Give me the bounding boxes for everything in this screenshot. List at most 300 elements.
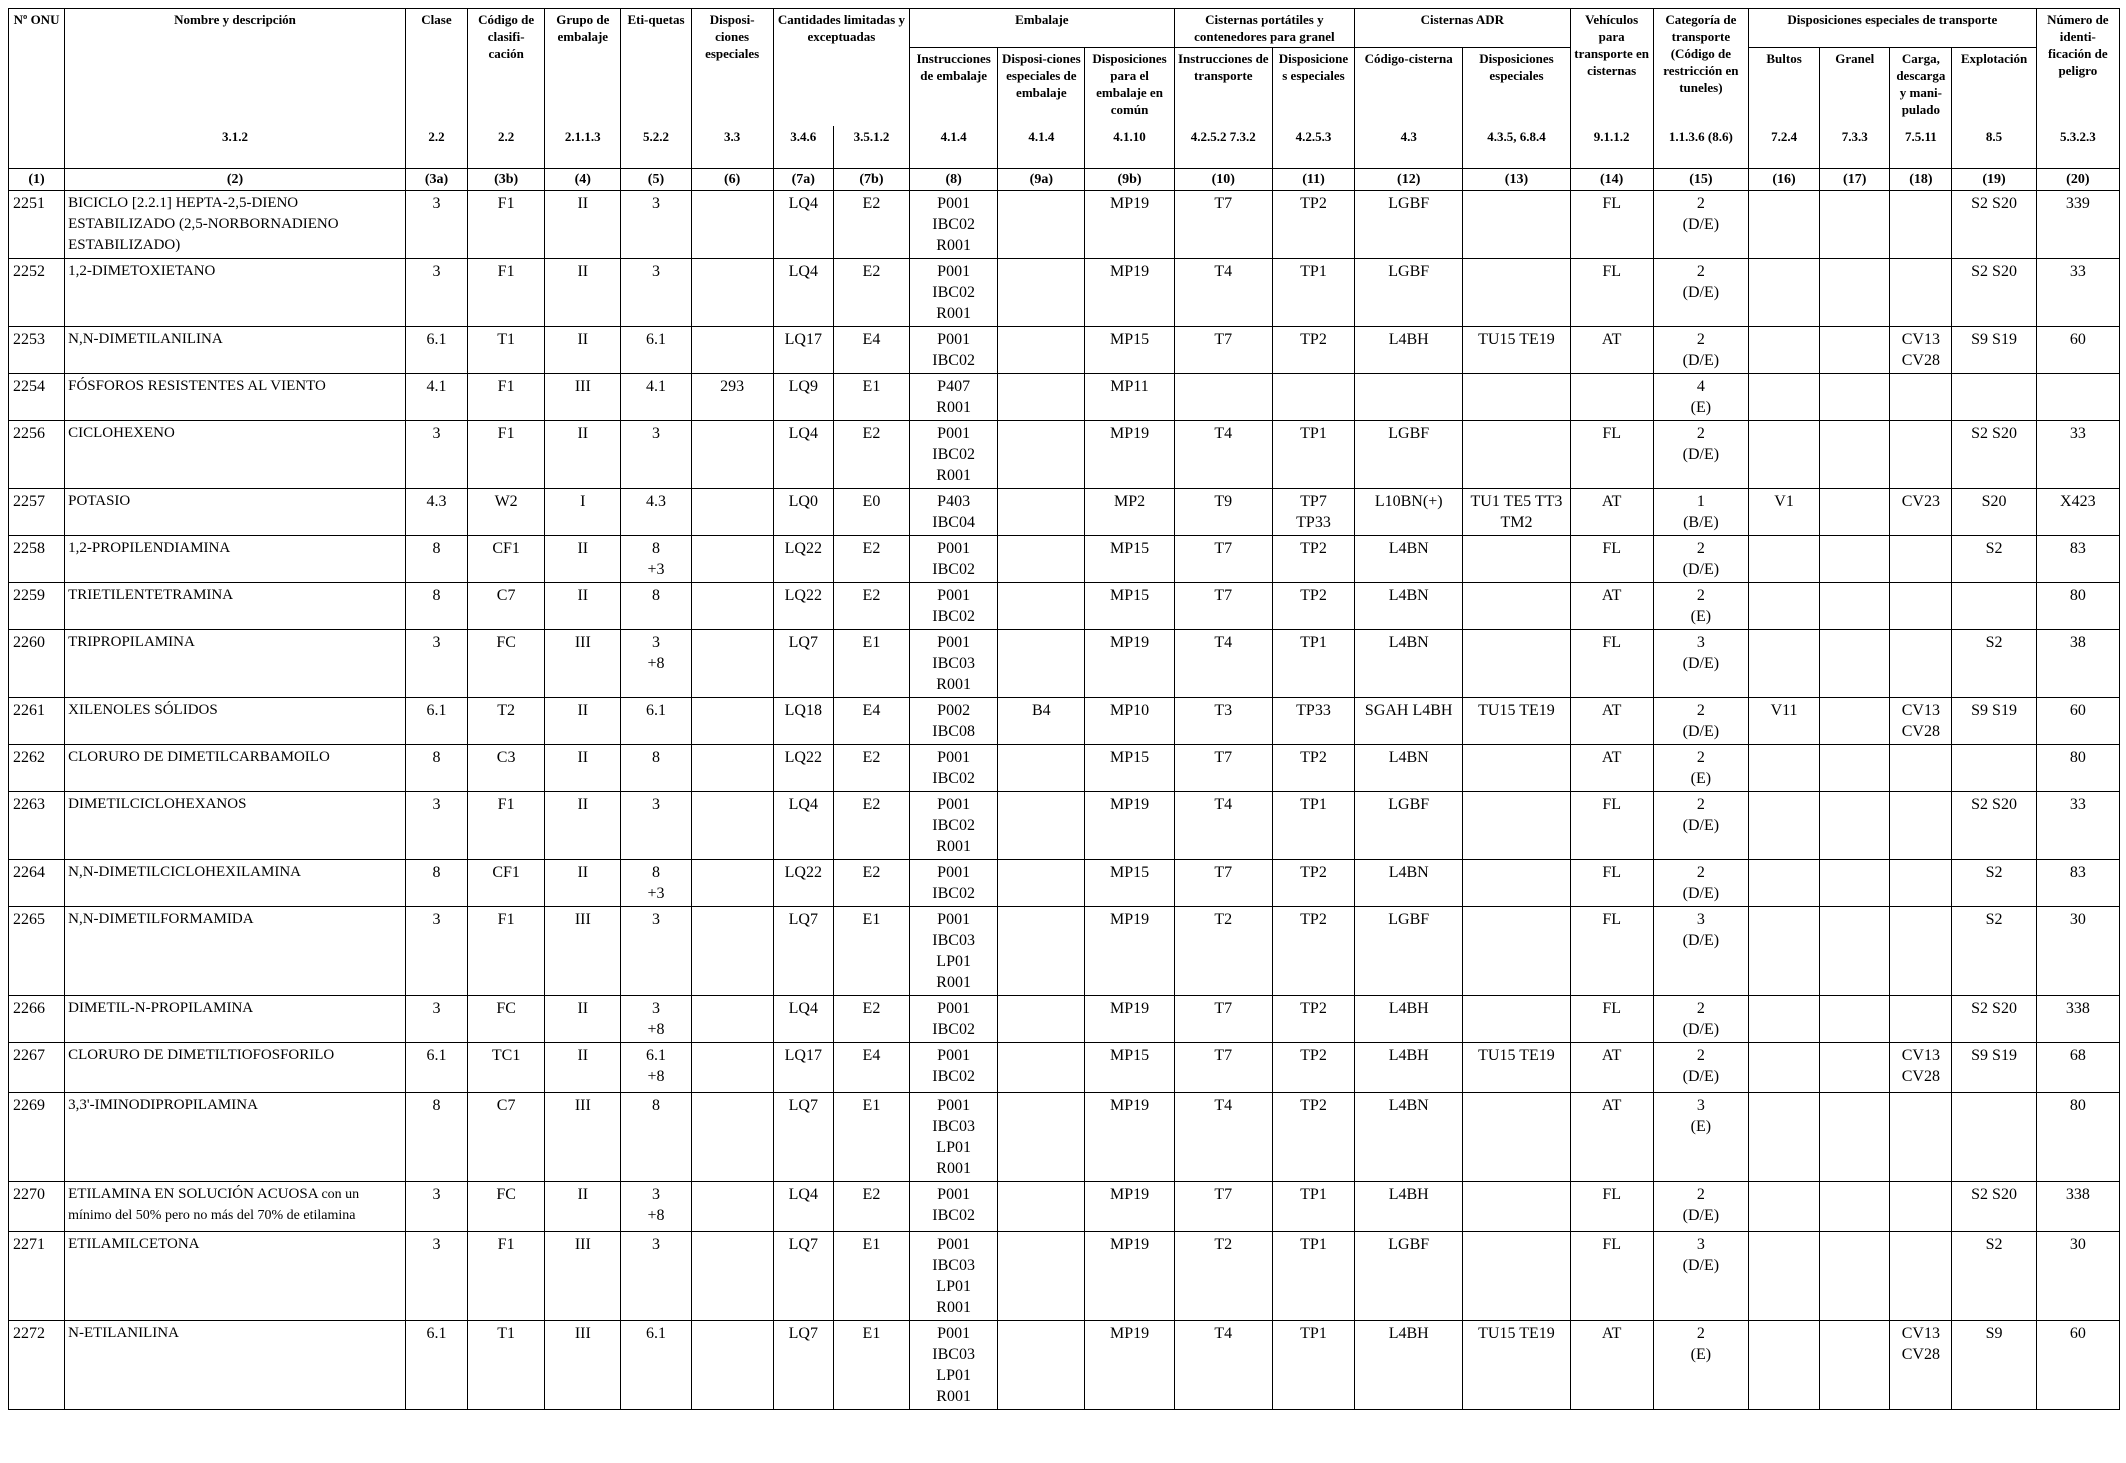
column-number: (9a): [998, 169, 1085, 191]
packages-cell: [1748, 1321, 1819, 1410]
transport-category-cell-line: (E): [1690, 1118, 1712, 1135]
tank-special-cell-line: TP1: [1300, 1325, 1327, 1342]
loading-cell: [1890, 1093, 1952, 1182]
packing-instructions-cell-line: LP01: [936, 1139, 971, 1156]
column-number: (20): [2036, 169, 2119, 191]
tank-special-cell-line: TP2: [1300, 1000, 1327, 1017]
packing-special-cell: [998, 907, 1085, 996]
substance-name: [65, 583, 406, 630]
class-cell: 3: [405, 630, 467, 698]
classification-code-cell: C7: [468, 583, 545, 630]
packing-instructions-cell-line: P001: [937, 796, 971, 813]
tank-instruction-cell: T7: [1174, 1043, 1272, 1093]
table-row: [9, 489, 2120, 536]
un-number: 2270: [9, 1182, 65, 1232]
substance-name-text: ETILAMILCETONA: [68, 1236, 200, 1252]
special-provisions-cell: [691, 907, 773, 996]
column-number: (4): [545, 169, 621, 191]
ref-veh: 9.1.1.2: [1570, 126, 1653, 169]
packing-group-cell: II: [545, 1182, 621, 1232]
limited-quantity-cell: LQ4: [773, 1182, 833, 1232]
transport-category-cell-line: 2: [1696, 425, 1705, 442]
adr-tank-special-cell: [1463, 792, 1570, 860]
transport-category-cell-line: 2: [1696, 749, 1705, 766]
loading-cell: [1890, 259, 1952, 327]
transport-category-cell-line: (D/E): [1682, 655, 1720, 672]
vehicle-cell: AT: [1570, 489, 1653, 536]
header-special-provisions: Disposi-ciones especiales: [691, 9, 773, 127]
packing-instructions-cell-line: R001: [936, 1160, 971, 1177]
ref-sp: 3.3: [691, 126, 773, 169]
transport-category-cell-line: (D/E): [1682, 817, 1720, 834]
packing-group-cell: II: [545, 860, 621, 907]
ref-eq: 3.5.1.2: [833, 126, 909, 169]
substance-name-text: N,N-DIMETILFORMAMIDA: [68, 911, 254, 927]
table-row: [9, 745, 2120, 792]
hazard-id-cell: 68: [2036, 1043, 2119, 1093]
header-adr-tanks-group: Cisternas ADR: [1355, 9, 1571, 48]
adr-tank-special-cell: [1463, 191, 1570, 259]
packing-instructions-cell-line: R001: [936, 399, 971, 416]
tank-code-cell: LGBF: [1355, 259, 1463, 327]
classification-code-cell: F1: [468, 792, 545, 860]
mixed-packing-cell: MP11: [1085, 374, 1174, 421]
packing-special-cell: [998, 1321, 1085, 1410]
packing-instructions-cell-line: IBC02: [932, 446, 975, 463]
hazard-id-cell: 60: [2036, 698, 2119, 745]
substance-name: [65, 860, 406, 907]
vehicle-cell: AT: [1570, 1043, 1653, 1093]
table-row: [9, 792, 2120, 860]
tank-instruction-cell: T7: [1174, 745, 1272, 792]
un-number: 2260: [9, 630, 65, 698]
special-provisions-cell: [691, 327, 773, 374]
tank-code-cell: LGBF: [1355, 907, 1463, 996]
labels-cell: [621, 374, 691, 421]
special-provisions-cell: [691, 860, 773, 907]
class-cell: 6.1: [405, 327, 467, 374]
tank-instruction-cell: T2: [1174, 1232, 1272, 1321]
tank-code-cell: L10BN(+): [1355, 489, 1463, 536]
transport-category-cell-line: 2: [1696, 796, 1705, 813]
vehicle-cell: FL: [1570, 792, 1653, 860]
operation-cell: S20: [1952, 489, 2036, 536]
packing-special-cell: [998, 1093, 1085, 1182]
substance-name: [65, 907, 406, 996]
tank-special-cell: [1272, 1232, 1354, 1321]
labels-cell-line: 8: [651, 749, 660, 766]
special-provisions-cell: [691, 1182, 773, 1232]
packages-cell: [1748, 1232, 1819, 1321]
packing-instructions-cell-line: IBC02: [932, 352, 975, 369]
ref-class: 2.2: [405, 126, 467, 169]
bulk-cell: [1820, 860, 1890, 907]
bulk-cell: [1820, 191, 1890, 259]
special-provisions-cell: 293: [691, 374, 773, 421]
header-tank-special: Disposicione s especiales: [1272, 48, 1354, 127]
labels-cell: [621, 860, 691, 907]
column-number: (18): [1890, 169, 1952, 191]
packages-cell: V11: [1748, 698, 1819, 745]
packing-instructions-cell-line: P001: [937, 587, 971, 604]
substance-name-text: FÓSFOROS RESISTENTES AL VIENTO: [68, 378, 326, 394]
loading-cell: [1890, 1321, 1952, 1410]
table-row: [9, 860, 2120, 907]
packages-cell: [1748, 536, 1819, 583]
dangerous-goods-table: [8, 8, 2120, 1410]
hazard-id-cell: X423: [2036, 489, 2119, 536]
transport-category-cell-line: 4: [1696, 378, 1705, 395]
table-body: [9, 191, 2120, 1410]
packing-instructions-cell-line: P001: [937, 634, 971, 651]
limited-quantity-cell: LQ7: [773, 1232, 833, 1321]
ref-pg: 2.1.1.3: [545, 126, 621, 169]
hazard-id-cell: 38: [2036, 630, 2119, 698]
vehicle-cell: FL: [1570, 630, 1653, 698]
labels-cell-line: +8: [647, 1068, 665, 1085]
column-number: (15): [1653, 169, 1748, 191]
packing-instructions-cell-line: P001: [937, 425, 971, 442]
packing-group-cell: III: [545, 1093, 621, 1182]
transport-category-cell-line: (D/E): [1682, 352, 1720, 369]
header-mixed-packing: Disposiciones para el embalaje en común: [1085, 48, 1174, 127]
packing-special-cell: [998, 996, 1085, 1043]
packing-instructions-cell-line: P001: [937, 331, 971, 348]
excepted-quantity-cell: E2: [833, 1182, 909, 1232]
un-number: 2251: [9, 191, 65, 259]
operation-cell: S2 S20: [1952, 191, 2036, 259]
class-cell: 3: [405, 259, 467, 327]
transport-category-cell-line: (E): [1690, 399, 1712, 416]
substance-name-text: POTASIO: [68, 493, 131, 509]
limited-quantity-cell: LQ7: [773, 1321, 833, 1410]
adr-tank-special-cell: TU15 TE19: [1463, 327, 1570, 374]
transport-category-cell-line: (B/E): [1683, 514, 1719, 531]
tank-instruction-cell: T7: [1174, 327, 1272, 374]
hazard-id-cell: 33: [2036, 421, 2119, 489]
transport-category-cell: [1653, 191, 1748, 259]
bulk-cell: [1820, 259, 1890, 327]
ref-mp: 4.1.10: [1085, 126, 1174, 169]
adr-tank-special-cell: [1463, 1232, 1570, 1321]
packages-cell: [1748, 1093, 1819, 1182]
packing-special-cell: [998, 536, 1085, 583]
packing-instructions-cell-line: R001: [936, 676, 971, 693]
packing-special-cell: [998, 792, 1085, 860]
labels-cell-line: +8: [647, 655, 665, 672]
packages-cell: [1748, 583, 1819, 630]
labels-cell-line: 3: [651, 263, 660, 280]
class-cell: 3: [405, 191, 467, 259]
substance-name: [65, 259, 406, 327]
mixed-packing-cell: MP19: [1085, 259, 1174, 327]
substance-name: [65, 1043, 406, 1093]
packing-instructions-cell-line: IBC02: [932, 608, 975, 625]
ref-lq: 3.4.6: [773, 126, 833, 169]
mixed-packing-cell: MP15: [1085, 860, 1174, 907]
class-cell: 6.1: [405, 1321, 467, 1410]
packing-instructions-cell: [910, 698, 998, 745]
mixed-packing-cell: MP19: [1085, 630, 1174, 698]
column-number: (3a): [405, 169, 467, 191]
header-un-number: Nº ONU: [9, 9, 65, 127]
vehicle-cell: AT: [1570, 327, 1653, 374]
packing-instructions-cell-line: P001: [937, 911, 971, 928]
tank-instruction-cell: T7: [1174, 191, 1272, 259]
labels-cell-line: 3: [651, 634, 660, 651]
packing-special-cell: [998, 860, 1085, 907]
packing-instructions-cell-line: P002: [937, 702, 971, 719]
un-number: 2269: [9, 1093, 65, 1182]
column-number: (14): [1570, 169, 1653, 191]
mixed-packing-cell: MP10: [1085, 698, 1174, 745]
packing-instructions-cell-line: P001: [937, 1325, 971, 1342]
adr-tank-special-cell: [1463, 374, 1570, 421]
table-row: [9, 1182, 2120, 1232]
transport-category-cell-line: (D/E): [1682, 1207, 1720, 1224]
packing-group-cell: III: [545, 1321, 621, 1410]
classification-code-cell: F1: [468, 1232, 545, 1321]
substance-name: [65, 489, 406, 536]
transport-category-cell: [1653, 1093, 1748, 1182]
labels-cell-line: 8: [651, 1097, 660, 1114]
packing-instructions-cell: [910, 1182, 998, 1232]
packing-instructions-cell-line: P001: [937, 1000, 971, 1017]
substance-name-text: DIMETILCICLOHEXANOS: [68, 796, 247, 812]
class-cell: 3: [405, 996, 467, 1043]
loading-cell-line: CV28: [1901, 1068, 1940, 1085]
tank-special-cell: [1272, 792, 1354, 860]
tank-code-cell: L4BH: [1355, 996, 1463, 1043]
classification-code-cell: F1: [468, 259, 545, 327]
packing-group-cell: III: [545, 907, 621, 996]
transport-category-cell: [1653, 1043, 1748, 1093]
labels-cell-line: 4.3: [645, 493, 666, 510]
adr-tank-special-cell: [1463, 259, 1570, 327]
special-provisions-cell: [691, 745, 773, 792]
packing-group-cell: II: [545, 745, 621, 792]
labels-cell-line: 3: [651, 1000, 660, 1017]
packing-instructions-cell: [910, 374, 998, 421]
tank-instruction-cell: T4: [1174, 792, 1272, 860]
column-number: (6): [691, 169, 773, 191]
loading-cell: [1890, 907, 1952, 996]
packing-group-cell: II: [545, 583, 621, 630]
tank-instruction-cell: T4: [1174, 1093, 1272, 1182]
tank-instruction-cell: T4: [1174, 630, 1272, 698]
excepted-quantity-cell: E1: [833, 907, 909, 996]
tank-special-cell: [1272, 745, 1354, 792]
excepted-quantity-cell: E2: [833, 860, 909, 907]
transport-category-cell-line: 2: [1696, 331, 1705, 348]
table-row: [9, 191, 2120, 259]
table-row: [9, 536, 2120, 583]
tank-special-cell: [1272, 1321, 1354, 1410]
packing-special-cell: [998, 327, 1085, 374]
excepted-quantity-cell: E4: [833, 327, 909, 374]
packing-group-cell: II: [545, 421, 621, 489]
tank-special-cell: [1272, 1043, 1354, 1093]
limited-quantity-cell: LQ9: [773, 374, 833, 421]
packing-instructions-cell-line: R001: [936, 974, 971, 991]
transport-category-cell: [1653, 1182, 1748, 1232]
ref-un: [9, 126, 65, 169]
classification-code-cell: T1: [468, 1321, 545, 1410]
header-packing-instructions: Instrucciones de embalaje: [910, 48, 998, 127]
ref-explot: 8.5: [1952, 126, 2036, 169]
labels-cell-line: 3: [651, 425, 660, 442]
excepted-quantity-cell: E2: [833, 792, 909, 860]
hazard-id-cell: 33: [2036, 792, 2119, 860]
bulk-cell: [1820, 1043, 1890, 1093]
special-provisions-cell: [691, 1093, 773, 1182]
table-row: [9, 996, 2120, 1043]
adr-tank-special-cell: TU15 TE19: [1463, 1043, 1570, 1093]
packing-instructions-cell-line: R001: [936, 838, 971, 855]
classification-code-cell: FC: [468, 1182, 545, 1232]
un-number: 2253: [9, 327, 65, 374]
substance-name-text: CLORURO DE DIMETILTIOFOSFORILO: [68, 1047, 335, 1063]
column-number: (19): [1952, 169, 2036, 191]
table-row: [9, 630, 2120, 698]
hazard-id-cell: 338: [2036, 1182, 2119, 1232]
packing-special-cell: [998, 745, 1085, 792]
classification-code-cell: F1: [468, 374, 545, 421]
labels-cell-line: +8: [647, 1207, 665, 1224]
packing-instructions-cell: [910, 583, 998, 630]
header-special-transport-group: Disposiciones especiales de transporte: [1748, 9, 2036, 48]
column-number: (8): [910, 169, 998, 191]
excepted-quantity-cell: E1: [833, 630, 909, 698]
header-loading: Carga, descarga y mani-pulado: [1890, 48, 1952, 127]
substance-name: [65, 191, 406, 259]
un-number: 2267: [9, 1043, 65, 1093]
mixed-packing-cell: MP15: [1085, 327, 1174, 374]
packing-group-cell: II: [545, 698, 621, 745]
mixed-packing-cell: MP15: [1085, 536, 1174, 583]
adr-tank-special-cell: [1463, 536, 1570, 583]
table-row: [9, 421, 2120, 489]
column-number: (10): [1174, 169, 1272, 191]
labels-cell: [621, 583, 691, 630]
column-number: (11): [1272, 169, 1354, 191]
transport-category-cell: [1653, 583, 1748, 630]
tank-code-cell: L4BN: [1355, 860, 1463, 907]
tank-special-cell: [1272, 259, 1354, 327]
transport-category-cell-line: (D/E): [1682, 216, 1720, 233]
table-row: [9, 1043, 2120, 1093]
bulk-cell: [1820, 907, 1890, 996]
transport-category-cell-line: (D/E): [1682, 1021, 1720, 1038]
vehicle-cell: FL: [1570, 191, 1653, 259]
packing-instructions-cell-line: IBC03: [932, 1118, 975, 1135]
packages-cell: [1748, 1043, 1819, 1093]
adr-tank-special-cell: TU1 TE5 TT3 TM2: [1463, 489, 1570, 536]
packing-instructions-cell-line: IBC03: [932, 655, 975, 672]
header-class: Clase: [405, 9, 467, 127]
packing-instructions-cell-line: R001: [936, 237, 971, 254]
tank-special-cell-line: TP2: [1300, 1047, 1327, 1064]
transport-category-cell-line: (D/E): [1682, 446, 1720, 463]
tank-instruction-cell: T7: [1174, 536, 1272, 583]
loading-cell-line: CV28: [1901, 1346, 1940, 1363]
tank-code-cell: L4BH: [1355, 1321, 1463, 1410]
mixed-packing-cell: MP19: [1085, 996, 1174, 1043]
bulk-cell: [1820, 327, 1890, 374]
operation-cell: S2 S20: [1952, 996, 2036, 1043]
transport-category-cell-line: 2: [1696, 587, 1705, 604]
packing-instructions-cell-line: P001: [937, 1236, 971, 1253]
mixed-packing-cell: MP15: [1085, 745, 1174, 792]
tank-instruction-cell: T7: [1174, 860, 1272, 907]
transport-category-cell-line: 2: [1696, 1000, 1705, 1017]
packing-group-cell: II: [545, 996, 621, 1043]
packages-cell: [1748, 996, 1819, 1043]
bulk-cell: [1820, 1321, 1890, 1410]
transport-category-cell: [1653, 327, 1748, 374]
operation-cell: S2 S20: [1952, 259, 2036, 327]
header-classification-code: Código de clasifi-cación: [468, 9, 545, 127]
transport-category-cell-line: 2: [1696, 1325, 1705, 1342]
vehicle-cell: FL: [1570, 1182, 1653, 1232]
bulk-cell: [1820, 536, 1890, 583]
loading-cell: [1890, 489, 1952, 536]
packing-special-cell: [998, 1182, 1085, 1232]
page: [8, 8, 2120, 1410]
tank-special-cell-line: TP2: [1300, 911, 1327, 928]
excepted-quantity-cell: E2: [833, 745, 909, 792]
limited-quantity-cell: LQ7: [773, 1093, 833, 1182]
hazard-id-cell: 83: [2036, 860, 2119, 907]
loading-cell: [1890, 1043, 1952, 1093]
packing-instructions-cell-line: P403: [937, 493, 971, 510]
loading-cell-line: CV13: [1901, 1047, 1940, 1064]
tank-special-cell-line: TP2: [1300, 540, 1327, 557]
classification-code-cell: W2: [468, 489, 545, 536]
transport-category-cell-line: 2: [1696, 263, 1705, 280]
packages-cell: [1748, 1182, 1819, 1232]
hazard-id-cell: 60: [2036, 1321, 2119, 1410]
transport-category-cell: [1653, 536, 1748, 583]
labels-cell: [621, 630, 691, 698]
header-packaging-group: Embalaje: [910, 9, 1175, 48]
packing-special-cell: [998, 1232, 1085, 1321]
special-provisions-cell: [691, 1321, 773, 1410]
tank-instruction-cell: [1174, 374, 1272, 421]
labels-cell: [621, 259, 691, 327]
tank-code-cell: L4BN: [1355, 745, 1463, 792]
tank-instruction-cell: T3: [1174, 698, 1272, 745]
packing-group-cell: II: [545, 536, 621, 583]
packing-group-cell: III: [545, 630, 621, 698]
packing-instructions-cell: [910, 327, 998, 374]
transport-category-cell-line: 1: [1696, 493, 1705, 510]
tank-special-cell-line: TP1: [1300, 634, 1327, 651]
tank-instruction-cell: T9: [1174, 489, 1272, 536]
mixed-packing-cell: MP19: [1085, 191, 1174, 259]
un-number: 2271: [9, 1232, 65, 1321]
excepted-quantity-cell: E1: [833, 374, 909, 421]
tank-instruction-cell: T7: [1174, 996, 1272, 1043]
labels-cell-line: 3: [651, 195, 660, 212]
substance-name: [65, 745, 406, 792]
substance-name: [65, 1182, 406, 1232]
column-number: (2): [65, 169, 406, 191]
classification-code-cell: CF1: [468, 536, 545, 583]
packing-instructions-cell-line: P001: [937, 540, 971, 557]
table-header: [9, 9, 2120, 191]
substance-name-text: CICLOHEXENO: [68, 425, 175, 441]
